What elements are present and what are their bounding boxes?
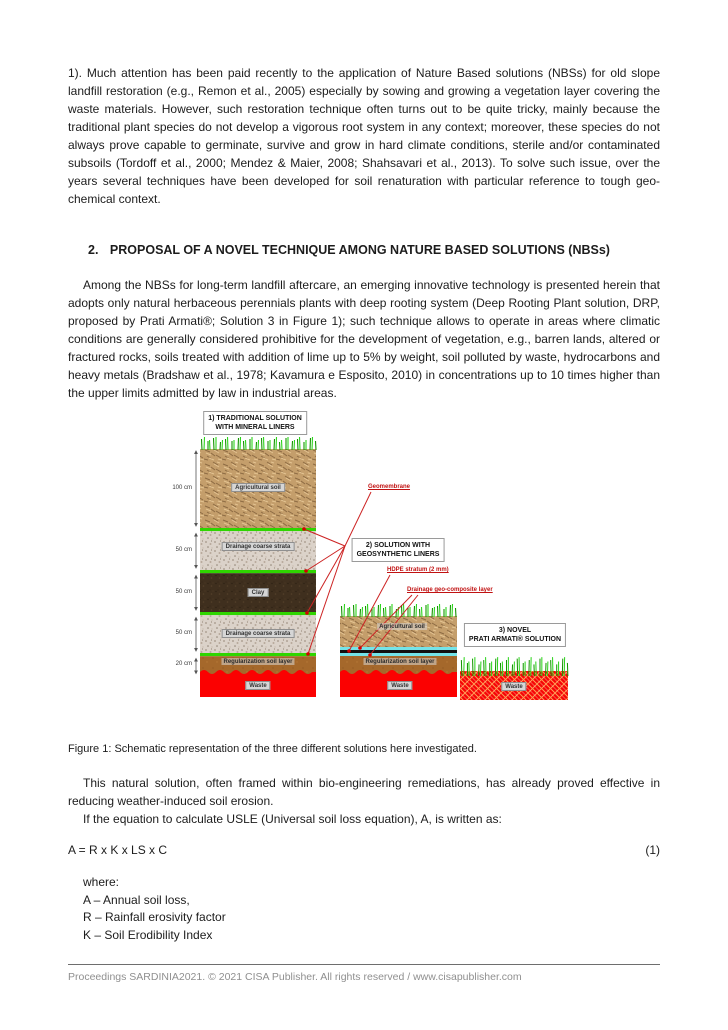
solution1-title-line1: 1) TRADITIONAL SOLUTION — [208, 415, 302, 422]
solution1-title-line2: WITH MINERAL LINERS — [215, 424, 295, 431]
solution3-title — [464, 623, 566, 647]
s1-geomembrane-line-2 — [200, 570, 316, 573]
s1-label-regularization: Regularization soil layer — [223, 658, 293, 665]
footer-text: Proceedings SARDINIA2021. © 2021 CISA Publisher. All rights reserved / www.cisapublisher.com — [68, 971, 522, 983]
footer-divider — [68, 964, 660, 965]
equation-row — [68, 843, 660, 857]
paragraph-natural-solution: This natural solution, often framed within bio-engineering remediations, has already proved effective in reducing weather-induced soil erosion. — [68, 776, 660, 808]
paragraph-intro: 1). Much attention has been paid recently to the application of Nature Based solutions (NBSs) for old slope landfill restoration (e.g., Remon et al., 2005) especially by sowing and growing a vegetation layer covering the waste materials. However, such restoration technique often turns out to be quite tricky, mainly because the traditional plant species do not develop a vigorous root system in any context; moreover, these species do not always prove capable to germinate, survive and grow in hard climate conditions, sterile and/or contaminated subsoils (Tordoff et al., 2000; Mendez & Maier, 2008; Shahsavari et al., 2013). To solve such issue, over the years several techniques have been developed for soil renaturation with particular reference to tough geo-chemical context. — [68, 66, 660, 206]
annotation-hdpe: HDPE stratum (2 mm) — [387, 567, 449, 573]
solution2-title-line2: GEOSYNTHETIC LINERS — [356, 551, 440, 558]
s1-label-waste: Waste — [245, 681, 270, 690]
s1-label-drainage-1: Drainage coarse strata — [222, 542, 295, 551]
s2-label-regularization: Regularization soil layer — [365, 658, 435, 665]
s1-label-agricultural-soil: Agricultural soil — [231, 483, 285, 492]
s2-hdpe-layer — [340, 650, 457, 653]
s1-geomembrane-line-1 — [200, 528, 316, 531]
dim-50cm-2: 50 cm — [175, 589, 192, 595]
s1-label-drainage-2: Drainage coarse strata — [222, 629, 295, 638]
s1-geomembrane-line-4 — [200, 653, 316, 656]
where-item-r: R – Rainfall erosivity factor — [83, 910, 226, 924]
figure-1 — [150, 405, 580, 705]
figure-caption: Figure 1: Schematic representation of the three different solutions here investigated. — [68, 743, 477, 755]
solution3-column — [460, 657, 568, 700]
section-number: 2. — [88, 243, 99, 257]
s3-label-waste: Waste — [501, 682, 526, 691]
annotation-geomembrane: Geomembrane — [368, 484, 411, 490]
s1-geomembrane-line-3 — [200, 612, 316, 615]
section-heading — [88, 243, 610, 257]
s2-label-agricultural-soil: Agricultural soil — [379, 623, 425, 630]
s2-geocomposite-layer-bottom — [340, 653, 457, 656]
solution3-title-line1: 3) NOVEL — [498, 627, 532, 634]
dim-50cm-3: 50 cm — [175, 630, 192, 636]
section-title: PROPOSAL OF A NOVEL TECHNIQUE AMONG NATURE BASED SOLUTIONS (NBSs) — [109, 243, 610, 257]
paragraph-usle-intro: If the equation to calculate USLE (Universal soil loss equation), A, is written as: — [83, 812, 502, 826]
s2-agricultural-soil-layer — [340, 616, 457, 647]
paragraph-nbs: Among the NBSs for long-term landfill aftercare, an emerging innovative technology is presented herein that adopts only natural herbaceous perennials plants with deep rooting system (Deep Rooting Plant solution, DRP, proposed by Prati Armati®; Solution 3 in Figure 1); such technique allows to operate in areas where climatic conditions are generally considered prohibitive for the development of vegetation, e.g., barren lands, altered or fractured rocks, soils treated with addition of lime up to 5% by weight, soil polluted by waste, hydrocarbons and heavy metals (Bradshaw et al., 1978; Kavamura e Esposito, 2010) in concentrations up to 10 times higher than the upper limits admitted by law in industrial areas. — [68, 278, 660, 400]
s1-label-clay: Clay — [248, 588, 269, 597]
solution1-title — [203, 411, 307, 435]
solution3-title-line2: PRATI ARMATI® SOLUTION — [468, 636, 562, 643]
equation-formula: A = R x K x LS x C — [68, 843, 168, 857]
solution2-title-line1: 2) SOLUTION WITH — [365, 542, 431, 549]
where-label: where: — [83, 875, 120, 889]
dim-50cm-1: 50 cm — [175, 547, 192, 553]
where-block — [83, 874, 226, 944]
where-item-k: K – Soil Erodibility Index — [83, 927, 213, 942]
dim-100cm: 100 cm — [172, 485, 192, 491]
annotation-geocomposite: Drainage geo-composite layer — [407, 587, 493, 593]
s1-grass — [202, 437, 317, 450]
s2-grass — [342, 604, 457, 617]
where-item-a: A – Annual soil loss, — [83, 892, 190, 907]
equation-number: (1) — [645, 843, 660, 857]
dim-20cm: 20 cm — [175, 661, 192, 667]
s2-label-waste: Waste — [387, 681, 412, 690]
s2-geocomposite-layer-top — [340, 647, 457, 650]
solution2-title — [352, 538, 445, 562]
